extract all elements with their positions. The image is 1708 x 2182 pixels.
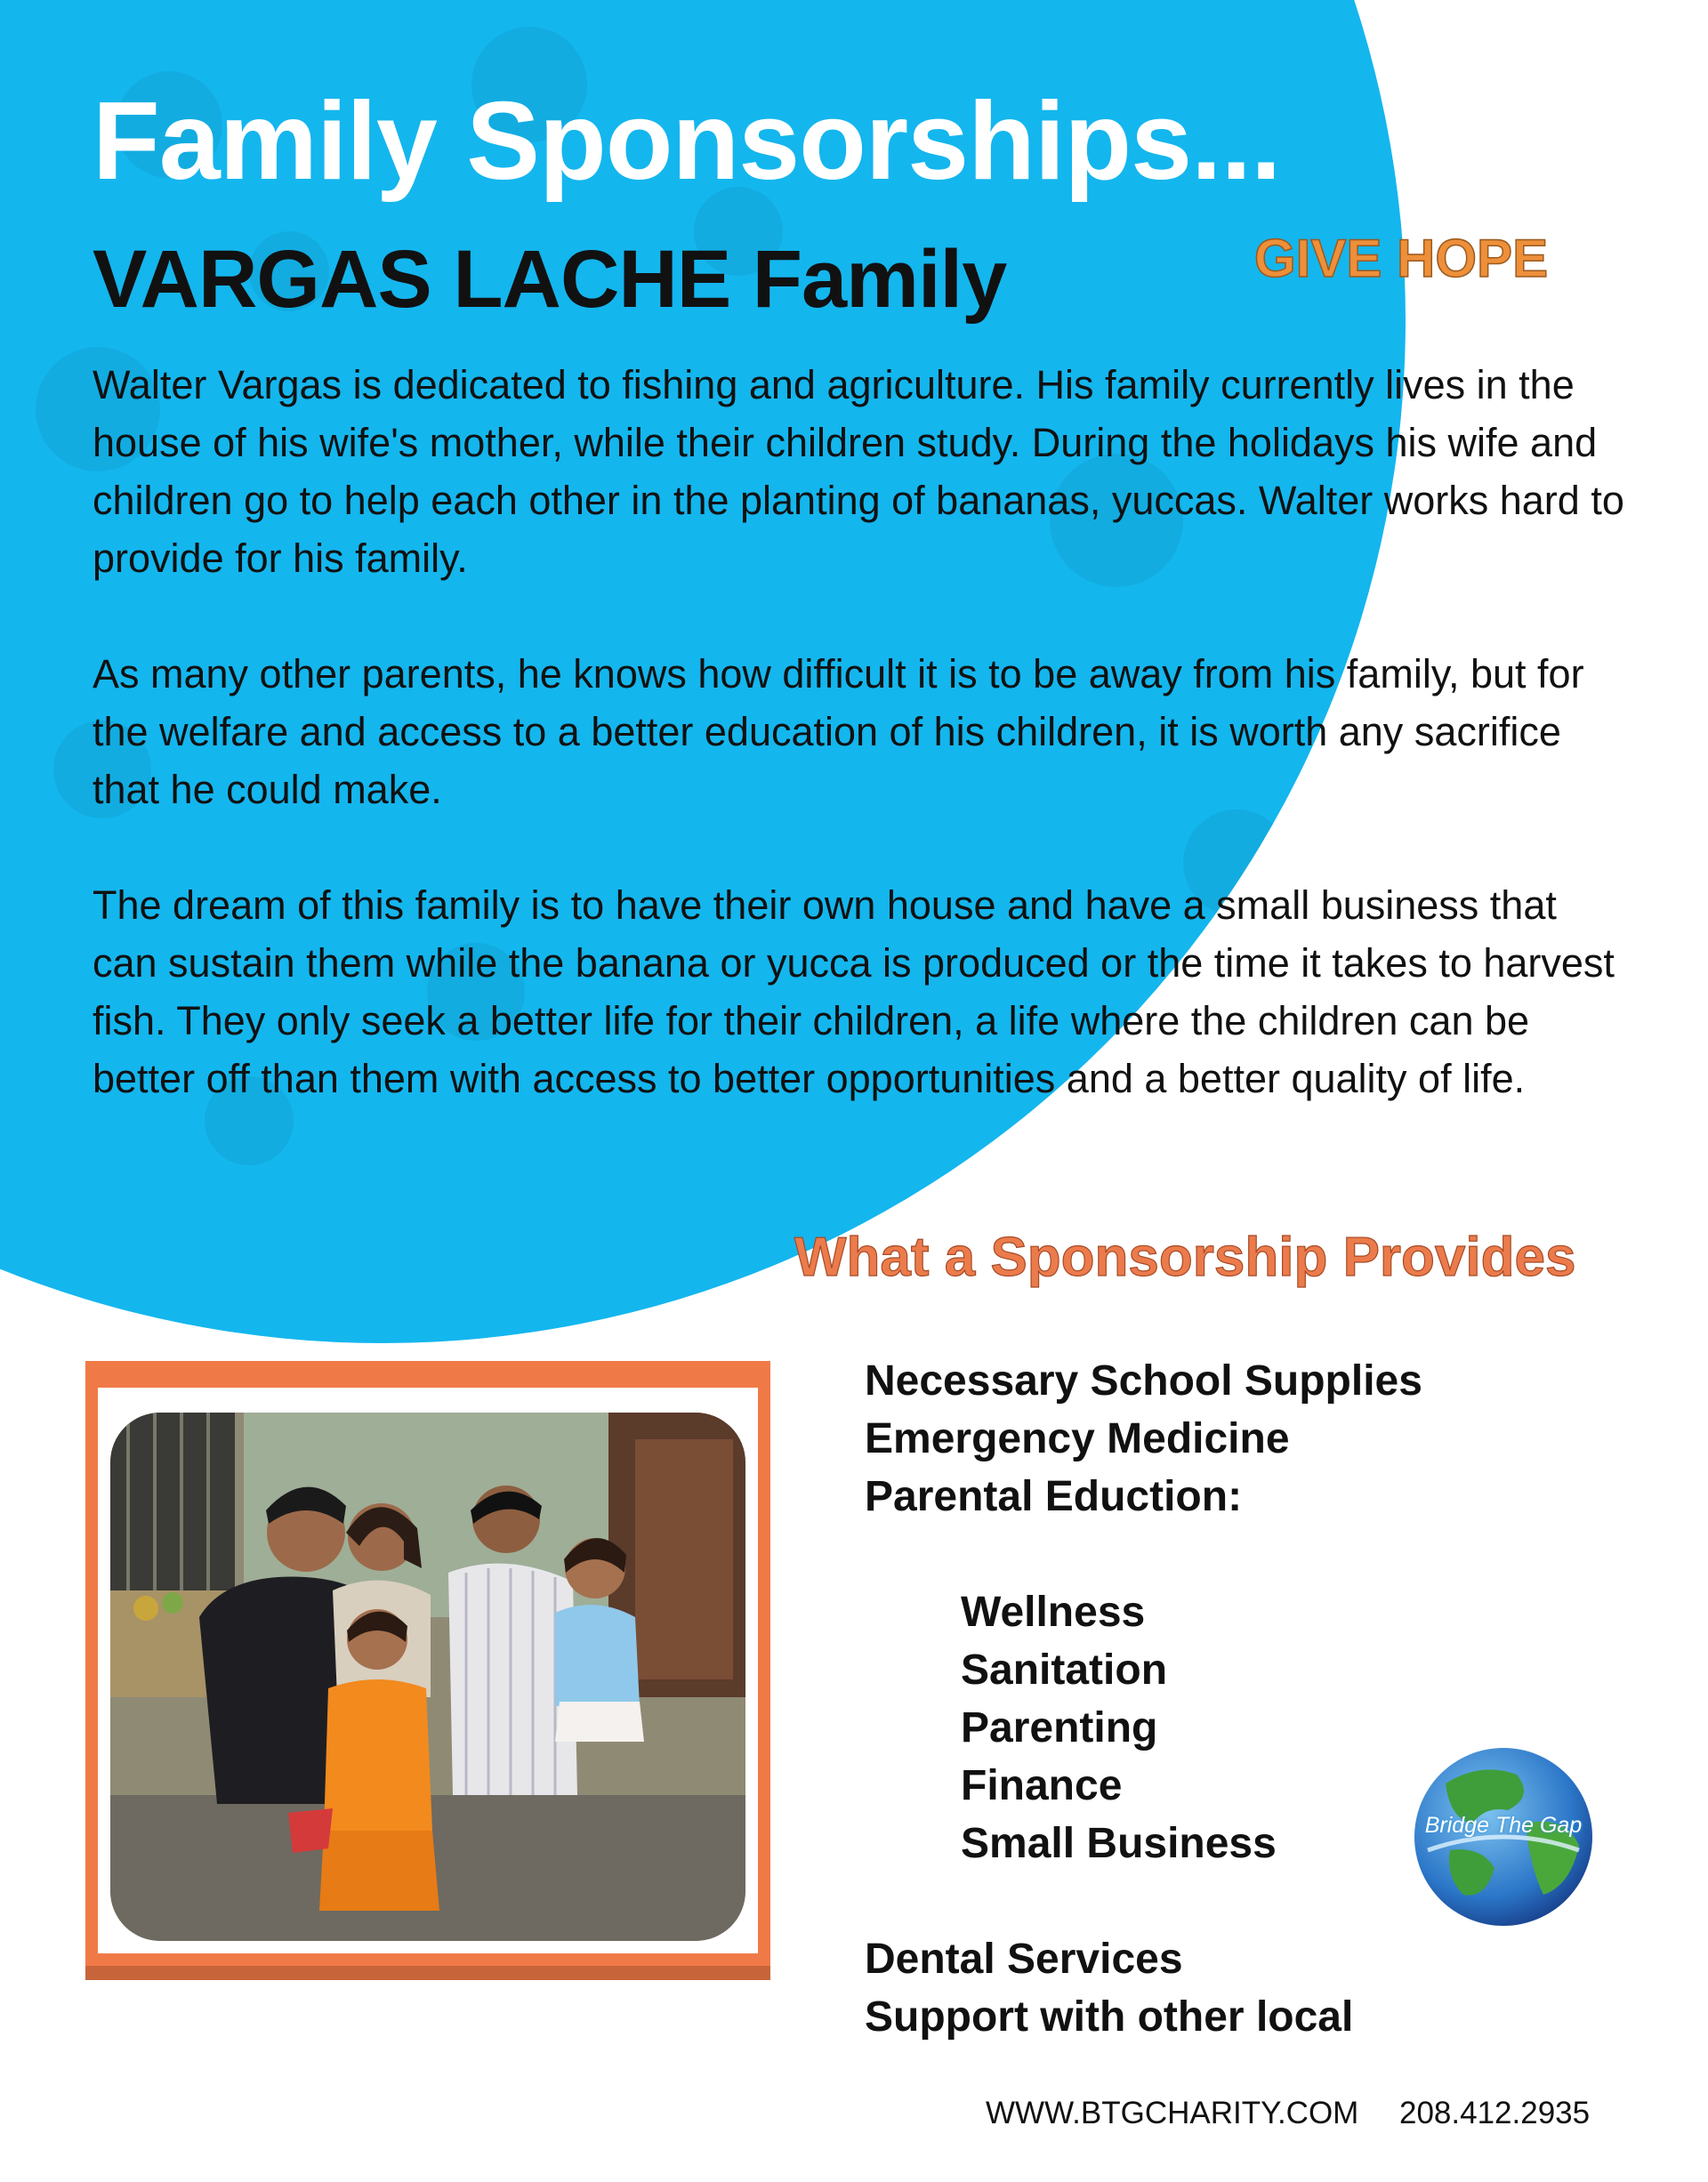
story-paragraph: The dream of this family is to have their own house and have a small business that can sustain them while the banana or yucca is produced or the time it takes to harvest fish. They only seek a better life for their children, a life where the children can be better off than them with access to better opportunities and a better quality of life. bbox=[93, 882, 1615, 1101]
website-link[interactable]: WWW.BTGCHARITY.COM bbox=[986, 2096, 1359, 2130]
story-paragraph: As many other parents, he knows how difficult it is to be away from his family, but for the welfare and access to a better education of his children, it is worth any sacrifice that he could make. bbox=[93, 651, 1584, 812]
phone-number: 208.412.2935 bbox=[1399, 2096, 1591, 2130]
page-title: Family Sponsorships... bbox=[93, 80, 1281, 203]
benefit-item: Necessary School Supplies bbox=[865, 1357, 1422, 1405]
benefit-item: Parental Eduction: bbox=[865, 1473, 1243, 1520]
family-name: VARGAS LACHE Family bbox=[93, 234, 1007, 325]
benefit-item: Emergency Medicine bbox=[865, 1415, 1290, 1462]
benefit-item: Support with other local bbox=[865, 1993, 1354, 2041]
list-spacer bbox=[865, 1872, 1422, 1930]
benefit-subitem: Small Business bbox=[961, 1820, 1277, 1867]
benefit-subitem: Sanitation bbox=[961, 1647, 1168, 1694]
benefit-subitem: Wellness bbox=[961, 1589, 1146, 1636]
story-paragraph: Walter Vargas is dedicated to fishing and agriculture. His family currently lives in the house of his wife's mother, while their children study. During the holidays his wife and children go to help each other in the planting of bananas, yuccas. Walter works hard to provide for his family. bbox=[93, 362, 1624, 581]
provides-heading: What a Sponsorship Provides bbox=[794, 1227, 1576, 1288]
list-spacer bbox=[865, 1526, 1422, 1583]
benefit-subitem: Finance bbox=[961, 1762, 1123, 1809]
bridge-the-gap-logo bbox=[1410, 1743, 1597, 1930]
logo-text: Bridge The Gap bbox=[1424, 1813, 1583, 1838]
family-photo-frame bbox=[85, 1361, 770, 1980]
family-photo bbox=[110, 1413, 745, 1941]
family-story bbox=[93, 356, 1631, 1165]
benefit-subitem: Parenting bbox=[961, 1704, 1158, 1751]
give-hope-tagline: GIVE HOPE bbox=[1254, 229, 1549, 288]
benefits-list bbox=[865, 1352, 1422, 2046]
benefit-item: Dental Services bbox=[865, 1936, 1183, 1983]
